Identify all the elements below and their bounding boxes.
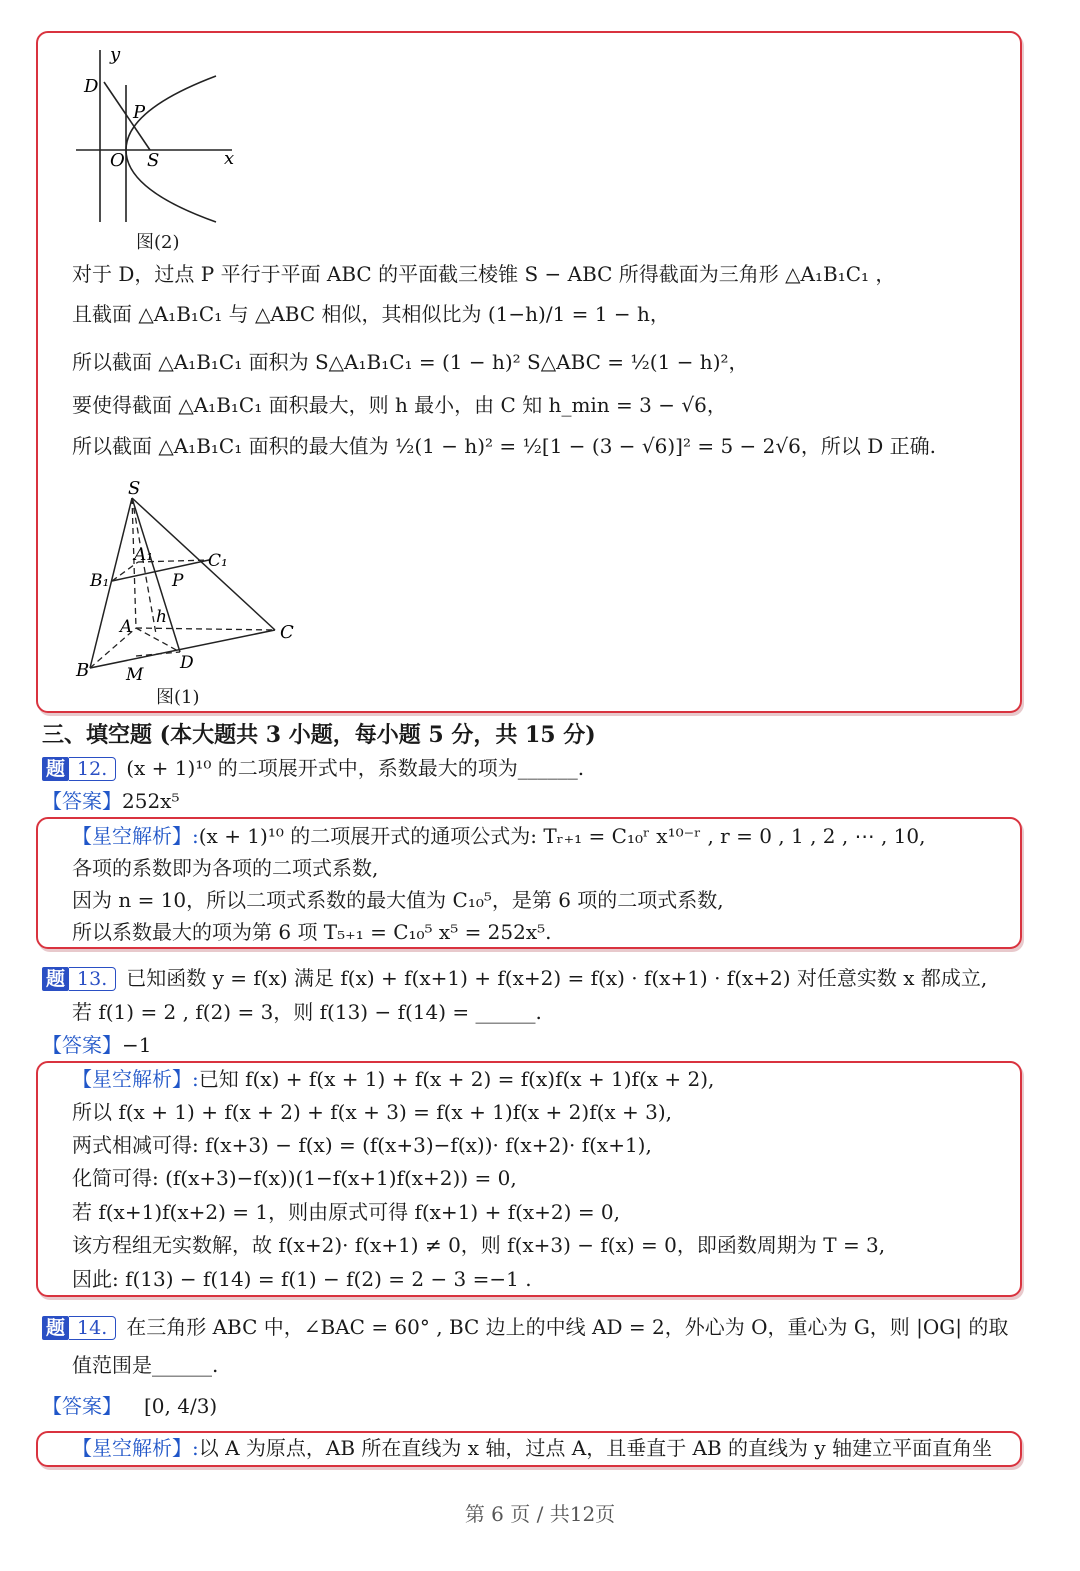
analysis-14-text-1: 以 A 为原点，AB 所在直线为 x 轴，过点 A，且垂直于 AB 的直线为 y 轴建立平面直角坐 bbox=[198, 1436, 993, 1460]
question-13-text-1: 已知函数 y = f(x) 满足 f(x) + f(x+1) + f(x+2) = f(x) · f(x+1) · f(x+2) 对任意实数 x 都成立, bbox=[126, 966, 988, 990]
analysis-14-line-1 bbox=[72, 1434, 992, 1462]
analysis-13-line-2: 所以 f(x + 1) + f(x + 2) + f(x + 3) = f(x + 1)f(x + 2)f(x + 3), bbox=[72, 1100, 673, 1124]
question-13-text-2: 若 f(1) = 2 , f(2) = 3，则 f(13) − f(14) = ______. bbox=[72, 1000, 542, 1024]
question-14 bbox=[42, 1313, 1008, 1341]
answer-12 bbox=[42, 787, 179, 815]
label-x: x bbox=[224, 148, 235, 169]
label-d: D bbox=[180, 653, 194, 673]
answer-14 bbox=[42, 1392, 217, 1420]
analysis-13-text-1: 已知 f(x) + f(x + 1) + f(x + 2) = f(x)f(x + 1)f(x + 2), bbox=[198, 1067, 715, 1091]
label-d: D bbox=[84, 76, 99, 97]
question-tag: 题 bbox=[42, 1316, 69, 1340]
parabola-curve bbox=[126, 76, 216, 222]
question-number: 13. bbox=[69, 967, 116, 991]
solution-d-line-5: 所以截面 △A₁B₁C₁ 面积的最大值为 ½(1 − h)² = ½[1 − (3 − √6)]² = 5 − 2√6，所以 D 正确. bbox=[72, 434, 936, 458]
analysis-12-text-1: (x + 1)¹⁰ 的二项展开式的通项公式为: Tᵣ₊₁ = C₁₀ʳ x¹⁰⁻ʳ , r = 0 , 1 , 2 , ⋯ , 10, bbox=[198, 824, 926, 848]
question-14-text-1: 在三角形 ABC 中，∠BAC = 60° , BC 边上的中线 AD = 2，外心为 O，重心为 G，则 |OG| 的取 bbox=[126, 1315, 1009, 1339]
question-13 bbox=[42, 964, 987, 992]
segment-md bbox=[136, 652, 180, 656]
answer-label: 【答案】 bbox=[42, 1033, 122, 1057]
analysis-label: 【星空解析】: bbox=[72, 1067, 199, 1091]
analysis-13-line-1 bbox=[72, 1065, 714, 1093]
label-b: B bbox=[76, 660, 90, 681]
edge-b1c1 bbox=[112, 560, 209, 581]
answer-13 bbox=[42, 1031, 151, 1059]
solution-d-line-3: 所以截面 △A₁B₁C₁ 面积为 S△A₁B₁C₁ = (1 − h)² S△ABC = ½(1 − h)²， bbox=[72, 350, 749, 374]
analysis-13-line-3: 两式相减可得: f(x+3) − f(x) = (f(x+3)−f(x))· f(x+2)· f(x+1), bbox=[72, 1133, 652, 1157]
analysis-13-line-5: 若 f(x+1)f(x+2) = 1，则由原式可得 f(x+1) + f(x+2) = 0, bbox=[72, 1200, 621, 1224]
page-footer: 第 6 页 / 共12页 bbox=[464, 1502, 616, 1526]
label-h: h bbox=[156, 607, 167, 627]
question-tag: 题 bbox=[42, 757, 69, 781]
solution-d-line-2: 且截面 △A₁B₁C₁ 与 △ABC 相似，其相似比为 (1−h)/1 = 1 − h， bbox=[72, 302, 670, 326]
analysis-13-line-4: 化简可得: (f(x+3)−f(x))(1−f(x+1)f(x+2)) = 0, bbox=[72, 1166, 517, 1190]
edge-ac bbox=[136, 628, 275, 630]
figure-2-parabola bbox=[70, 40, 250, 230]
answer-label: 【答案】 bbox=[42, 789, 122, 813]
label-c1: C₁ bbox=[208, 551, 228, 571]
answer-12-value: 252x⁵ bbox=[122, 789, 180, 813]
label-m: M bbox=[126, 665, 144, 685]
analysis-12-line-4: 所以系数最大的项为第 6 项 T₅₊₁ = C₁₀⁵ x⁵ = 252x⁵. bbox=[72, 920, 552, 944]
label-a1: A₁ bbox=[134, 545, 154, 565]
analysis-13-line-6: 该方程组无实数解，故 f(x+2)· f(x+1) ≠ 0，则 f(x+3) − f(x) = 0，即函数周期为 T = 3, bbox=[72, 1233, 886, 1257]
label-p: P bbox=[172, 571, 184, 591]
edge-sc bbox=[132, 498, 275, 630]
question-12 bbox=[42, 754, 584, 782]
solution-d-line-4: 要使得截面 △A₁B₁C₁ 面积最大，则 h 最小，由 C 知 h_min = 3 − √6， bbox=[72, 393, 727, 417]
analysis-12-line-3: 因为 n = 10，所以二项式系数的最大值为 C₁₀⁵，是第 6 项的二项式系数, bbox=[72, 888, 724, 912]
answer-14-value: [0, 4/3) bbox=[144, 1394, 218, 1418]
question-tag: 题 bbox=[42, 967, 69, 991]
analysis-label: 【星空解析】: bbox=[72, 1436, 199, 1460]
label-s: S bbox=[128, 478, 141, 499]
figure-1-pyramid bbox=[72, 476, 312, 686]
solution-d-line-1: 对于 D，过点 P 平行于平面 ABC 的平面截三棱锥 S − ABC 所得截面为三角形 △A₁B₁C₁ ， bbox=[72, 262, 896, 286]
analysis-label: 【星空解析】: bbox=[72, 824, 199, 848]
figure-2-caption: 图(2) bbox=[136, 232, 180, 253]
answer-label: 【答案】 bbox=[42, 1394, 122, 1418]
analysis-12-line-2: 各项的系数即为各项的二项式系数, bbox=[72, 856, 379, 880]
label-o: O bbox=[110, 150, 125, 171]
answer-13-value: −1 bbox=[122, 1033, 152, 1057]
question-12-text: (x + 1)¹⁰ 的二项展开式中，系数最大的项为______. bbox=[126, 756, 585, 780]
analysis-12-line-1 bbox=[72, 822, 925, 850]
question-number: 12. bbox=[69, 757, 116, 781]
label-b1: B₁ bbox=[90, 571, 110, 591]
label-y: y bbox=[110, 44, 121, 65]
question-number: 14. bbox=[69, 1316, 116, 1340]
analysis-13-line-7: 因此: f(13) − f(14) = f(1) − f(2) = 2 − 3 =−1 . bbox=[72, 1267, 532, 1291]
label-s: S bbox=[147, 150, 160, 171]
section-3-title: 三、填空题 (本大题共 3 小题，每小题 5 分，共 15 分) bbox=[42, 722, 596, 748]
label-c: C bbox=[280, 622, 294, 643]
figure-1-caption: 图(1) bbox=[156, 687, 200, 708]
label-p: P bbox=[133, 102, 146, 123]
label-a: A bbox=[120, 617, 133, 637]
question-14-text-2: 值范围是______. bbox=[72, 1353, 219, 1377]
